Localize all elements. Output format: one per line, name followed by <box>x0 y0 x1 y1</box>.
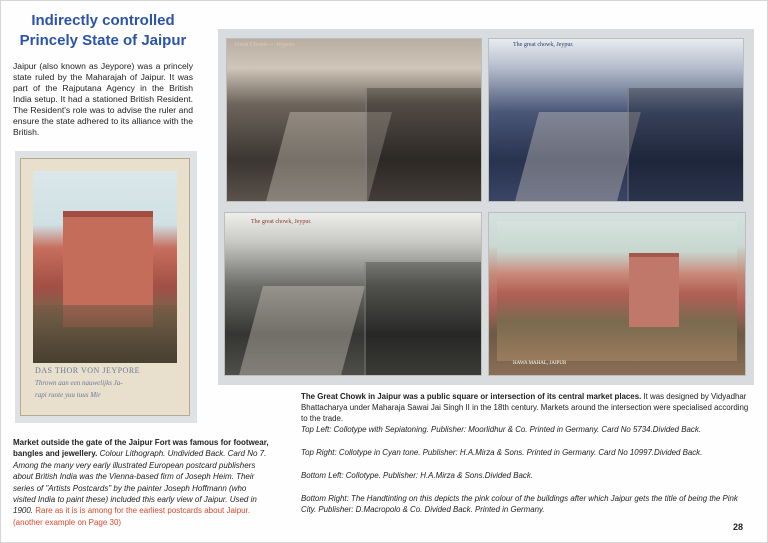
title-line-1: Indirectly controlled <box>31 12 175 29</box>
fort-text-line-3: rapi ruote yuu tuus Mir <box>35 391 101 399</box>
chowk-body: It was designed by Vidyadhar Bhattacharya under Maharaja Sawai Jai Singh II in the 18th century. Markets around the intersection were specialised according to the trade. <box>301 392 749 423</box>
chowk-top-left-note: Top Left: Collotype with Sepiatoning. Publisher: Moorlidhur & Co. Printed in Germany. Card No 5734.Divided Back. <box>301 425 701 434</box>
page-number: 28 <box>732 522 743 532</box>
chowk-heading: The Great Chowk in Jaipur was a public square or intersection of its central market places. <box>301 392 642 401</box>
postcard-top-right-caption: The great chowk, Jeypur. <box>513 42 574 48</box>
fort-caption <box>13 437 271 528</box>
fort-caption-italic: Colour Lithograph. Undivided Back. Card No 7. Among the many very early illustrated European postcard publishers about British India was the Vienna-based firm of Joseph Heim. Their series of "Artists Postcards" by the painter Joseph Hoffmann (who visited India to paint these) included this early view of Jaipur. Used in 1900. <box>13 449 267 516</box>
fort-illustration <box>33 171 177 363</box>
chowk-bottom-right-note: Bottom Right: The Handtinting on this depicts the pink colour of the buildings after which Jaipur gets the title of being the Pink City. Publisher: D.Macropolo & Co. Divided Back. Printed in Germany. <box>301 494 738 514</box>
postcard-top-left <box>227 39 481 201</box>
fort-handwriting <box>35 365 140 401</box>
intro-paragraph: Jaipur (also known as Jeypore) was a princely state ruled by the Maharajah of Jaipur. It was part of the Rajputana Agency in the British India setup. It had a stationed British Resident. The Resident's role was to advise the ruler and ensure the state adhered to its alliance with the British. <box>13 61 193 137</box>
postcard-bottom-left-caption: The great chowk, Jeypur. <box>251 219 312 225</box>
postcard-bottom-right-caption: HAWA MAHAL, JAIPUR <box>513 361 567 366</box>
chowk-bottom-left-note: Bottom Left: Collotype. Publisher: H.A.Mirza & Sons.Divided Back. <box>301 471 533 480</box>
fort-text-line-2: Thrown aan een nauwelijks Ja- <box>35 379 123 387</box>
postcard-bottom-left <box>225 213 481 375</box>
postcard-bottom-right <box>489 213 745 375</box>
postcard-top-left-caption: Great Chowk — Jeypore <box>235 42 295 48</box>
postcard-top-right <box>489 39 743 201</box>
postcard-fort-gate <box>21 159 189 415</box>
page-title <box>15 11 191 51</box>
fort-caption-rare-note: Rare as it is is among for the earliest postcards about Jaipur. (another example on Page 30) <box>13 506 251 527</box>
fort-caption-bold: Market outside the gate of the Jaipur Fort was famous for footwear, bangles and jewellery. <box>13 438 269 459</box>
fort-text-line-1: DAS THOR VON JEYPORE <box>35 366 141 375</box>
title-line-2: Princely State of Jaipur <box>19 32 187 49</box>
chowk-description <box>301 391 749 524</box>
chowk-top-right-note: Top Right: Collotype in Cyan tone. Publisher: H.A.Mirza & Sons. Printed in Germany. Card No 10997.Divided Back. <box>301 448 703 457</box>
